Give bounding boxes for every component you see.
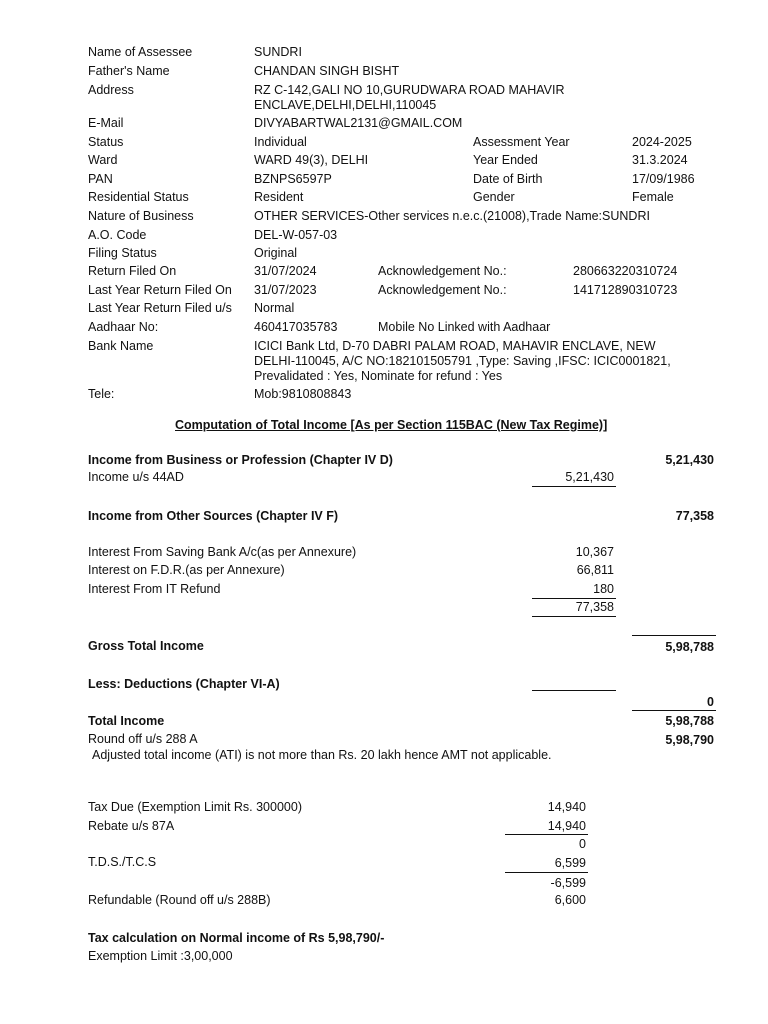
name-label: Name of Assessee [88,45,193,59]
ack-value: 280663220310724 [573,264,678,278]
pan-value: BZNPS6597P [254,172,332,186]
bank-line-1: ICICI Bank Ltd, D-70 DABRI PALAM ROAD, MAHAVIR ENCLAVE, NEW [254,339,656,353]
ati-note: Adjusted total income (ATI) is not more than Rs. 20 lakh hence AMT not applicable. [92,748,552,762]
interest-saving-bank-label: Interest From Saving Bank A/c(as per Annexure) [88,545,357,559]
other-sources-total: 77,358 [675,509,714,523]
income-44ad-value: 5,21,430 [565,470,614,484]
balance-value: -6,599 [550,876,586,890]
tax-due-label: Tax Due (Exemption Limit Rs. 300000) [88,800,302,814]
exemption-limit: Exemption Limit :3,00,000 [88,949,233,963]
refundable-label: Refundable (Round off u/s 288B) [88,893,271,907]
divider [505,834,588,835]
divider [505,872,588,873]
last-year-filed-us-label: Last Year Return Filed u/s [88,301,232,315]
divider [632,710,716,711]
divider [532,486,616,487]
deductions-label: Less: Deductions (Chapter VI-A) [88,677,280,691]
last-year-ack-label: Acknowledgement No.: [378,283,507,297]
last-year-filed-us-value: Normal [254,301,295,315]
gender-label: Gender [473,190,515,204]
income-44ad-label: Income u/s 44AD [88,470,184,484]
business-income-heading: Income from Business or Profession (Chapter IV D) [88,453,393,467]
return-filed-on-label: Return Filed On [88,264,177,278]
net-tax-value: 0 [579,837,586,851]
ao-code-value: DEL-W-057-03 [254,228,338,242]
deductions-value: 0 [707,695,714,709]
ward-label: Ward [88,153,118,167]
tele-label: Tele: [88,387,115,401]
gross-total-income-label: Gross Total Income [88,639,204,653]
gross-total-income-value: 5,98,788 [665,640,714,654]
residential-status-label: Residential Status [88,190,189,204]
return-filed-on-value: 31/07/2024 [254,264,317,278]
email-label: E-Mail [88,116,124,130]
residential-status-value: Resident [254,190,304,204]
last-year-filed-value: 31/07/2023 [254,283,317,297]
tax-due-value: 14,940 [547,800,586,814]
computation-title: Computation of Total Income [As per Section 115BAC (New Tax Regime)] [175,418,608,432]
rebate-label: Rebate u/s 87A [88,819,175,833]
year-ended-value: 31.3.2024 [632,153,688,167]
address-label: Address [88,83,134,97]
nature-of-business-label: Nature of Business [88,209,194,223]
rebate-value: 14,940 [547,819,586,833]
refundable-value: 6,600 [554,893,586,907]
father-label: Father's Name [88,64,170,78]
other-sources-subtotal: 77,358 [575,600,614,614]
gender-value: Female [632,190,674,204]
tds-value: 6,599 [554,856,586,870]
mobile-linked-label: Mobile No Linked with Aadhaar [378,320,551,334]
ack-label: Acknowledgement No.: [378,264,507,278]
divider [632,635,716,636]
tax-calc-heading: Tax calculation on Normal income of Rs 5,98,790/- [88,931,385,945]
bank-line-2: DELHI-110045, A/C NO:182101505791 ,Type: Saving ,IFSC: ICIC0001821, [254,354,671,368]
interest-it-refund-label: Interest From IT Refund [88,582,221,596]
year-ended-label: Year Ended [473,153,538,167]
last-year-ack-value: 141712890310723 [573,283,678,297]
total-income-label: Total Income [88,714,165,728]
aadhaar-value: 460417035783 [254,320,338,334]
nature-of-business-value: OTHER SERVICES-Other services n.e.c.(21008),Trade Name:SUNDRI [254,209,650,223]
bank-name-label: Bank Name [88,339,154,353]
round-off-value: 5,98,790 [665,733,714,747]
divider [532,616,616,617]
divider [532,690,616,691]
round-off-label: Round off u/s 288 A [88,732,198,746]
interest-saving-bank-value: 10,367 [575,545,614,559]
assessment-year-label: Assessment Year [473,135,570,149]
status-value: Individual [254,135,307,149]
total-income-value: 5,98,788 [665,714,714,728]
father-value: CHANDAN SINGH BISHT [254,64,400,78]
ao-code-label: A.O. Code [88,228,147,242]
filing-status-value: Original [254,246,298,260]
last-year-filed-label: Last Year Return Filed On [88,283,232,297]
email-value: DIVYABARTWAL2131@GMAIL.COM [254,116,463,130]
interest-it-refund-value: 180 [593,582,614,596]
filing-status-label: Filing Status [88,246,157,260]
dob-label: Date of Birth [473,172,543,186]
dob-value: 17/09/1986 [632,172,695,186]
aadhaar-label: Aadhaar No: [88,320,159,334]
address-line-1: RZ C-142,GALI NO 10,GURUDWARA ROAD MAHAVIR [254,83,565,97]
ward-value: WARD 49(3), DELHI [254,153,369,167]
tds-label: T.D.S./T.C.S [88,855,157,869]
other-sources-heading: Income from Other Sources (Chapter IV F) [88,509,339,523]
bank-line-3: Prevalidated : Yes, Nominate for refund : Yes [254,369,503,383]
interest-fdr-label: Interest on F.D.R.(as per Annexure) [88,563,285,577]
divider [532,598,616,599]
tele-value: Mob:9810808843 [254,387,352,401]
pan-label: PAN [88,172,113,186]
assessment-year-value: 2024-2025 [632,135,692,149]
address-line-2: ENCLAVE,DELHI,DELHI,110045 [254,98,437,112]
name-value: SUNDRI [254,45,302,59]
status-label: Status [88,135,124,149]
business-income-total: 5,21,430 [665,453,714,467]
interest-fdr-value: 66,811 [576,563,614,577]
